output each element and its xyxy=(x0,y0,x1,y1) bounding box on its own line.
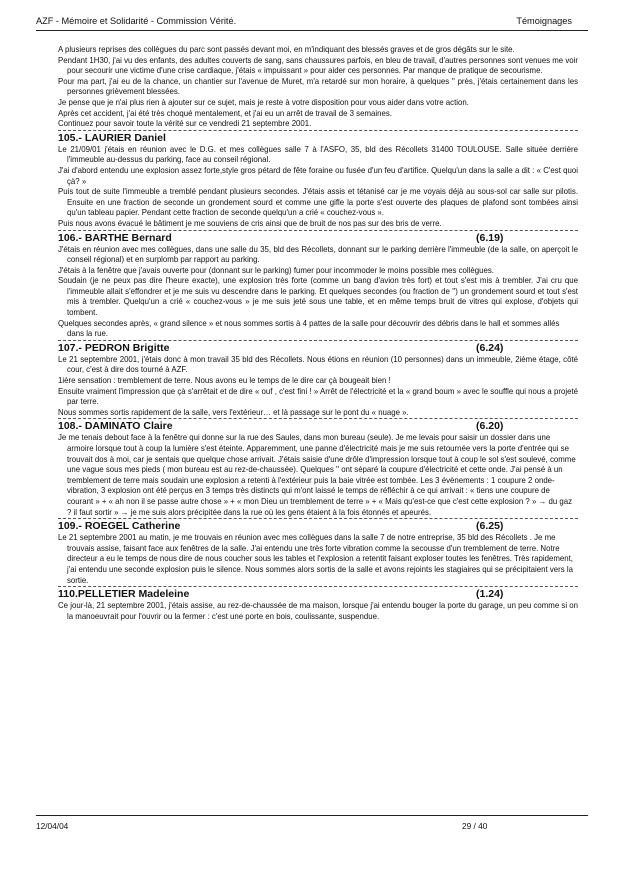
paragraph: Après cet accident, j'ai été très choqué mentalement, et j'ai eu un arrêt de travail de 3 semaines. xyxy=(58,108,392,118)
paragraph: Ce jour-là, 21 septembre 2001, j'étais assise, au rez-de-chaussée de ma maison, lorsque j'ai entendu bouger la porte du garage, un peu comme si on la manoeuvrait pour l'ouvrir ou la fermer : c'est une porte en bois, coulissante, suspendue. xyxy=(58,601,578,621)
paragraph: A plusieurs reprises des collègues du parc sont passés devant moi, en m'indiquant des blessés graves et de gros dégâts sur le site. xyxy=(58,45,515,54)
page-footer xyxy=(36,815,588,831)
paragraph: Le 21 septembre 2001 au matin, je me trouvais en réunion avec mes collègues dans la salle 7 de notre entreprise, 35 bld des Récollets . Je me trouvais assise, faisant face aux fenêtres de la salle. J'ai entendu une très forte vibration comme la secousse d'un tremblement de terre. Notre directeur a eu le temps de nous dire de nous coucher sous les tables et l'explosion a retentit faisant exploser toutes les fenêtres. Très rapidement, j'ai entendu une seconde explosion puis le silence. Nous sommes alors sortis de la salle et avons rejoints les stagiaires qui se précipitaient vers la sortie. xyxy=(58,533,578,587)
footer-date: 12/04/04 xyxy=(36,821,69,831)
testimony-code: (6.24) xyxy=(476,341,504,354)
testimony-title: 106.- BARTHE Bernard xyxy=(58,231,172,244)
paragraph: J'ai d'abord entendu une explosion assez forte,style gros pétard de fête foraine ou fusée d'un feu d'artifice. Quelqu'un dans la salle a dit : « C'est quoi çà? » xyxy=(58,165,578,186)
paragraph: Le 21/09/01 j'étais en réunion avec le D.G. et mes collègues salle 7 à l'ASFO, 35, bld des Récollets 31400 TOULOUSE. Salle située derrière l'immeuble au-dessus du parking, face au conseil régional. xyxy=(58,144,578,165)
paragraph: Le 21 septembre 2001, j'étais donc à mon travail 35 bld des Récollets. Nous étions en réunion (10 personnes) dans un immeuble, 2ième étage, côté cour, c'est à dire dos tourné à AZF. xyxy=(58,354,578,375)
paragraph: Nous sommes sortis rapidement de la salle, vers l'extérieur… et là passage sur le pont du « nuage ». xyxy=(58,408,578,420)
testimony-heading xyxy=(58,132,578,145)
testimony-heading xyxy=(58,520,578,533)
testimony-title: 105.- LAURIER Daniel xyxy=(58,131,166,144)
page-header xyxy=(36,14,588,31)
testimony-heading xyxy=(58,420,578,433)
testimony-heading xyxy=(58,588,578,601)
testimony-title: 107.- PEDRON Brigitte xyxy=(58,341,170,354)
paragraph: Puis tout de suite l'immeuble a tremblé pendant plusieurs secondes. J'étais assis et tétanisé car je me voyais déjà au sous-sol car salle sur pilotis. Ensuite en une fraction de seconde un grondement sourd et comme une gifle la porte s'est ouverte des plaques de plafond sont tombées ainsi qu'un tableau papier. Pendant cette fraction de seconde quelqu'un a crié « couchez-vous ». xyxy=(58,187,578,218)
paragraph: Je me tenais debout face à la fenêtre qui donne sur la rue des Saules, dans mon bureau (seule). Je me levais pour saisir un dossier dans une armoire lorsque tout à coup la lumière s'est éteinte. Apparemment, une panne d'électricité mais je me suis retournée vers la porte d'entrée qui se trouvait dos à moi, car je sentais que quelque chose arrivait. J'étais saisie d'une drôle d'impression lorsque tout à coup le sol s'est soulevé, comme une vague sous mes pieds ( mon bureau est au rez-de-chaussée). Quelques '' ont séparé la coupure d'électricité et cette onde. J'ai pensé à un tremblement de terre mais soudain une explosion a retenti à l'extérieur puis la baie vitrée est tombée. Les 3 évènements : 1 coupure 2 onde-vibration, 3 explosion ont été perçus en 3 temps très distincts qui m'ont laissé le temps de réfléchir à ce qui arrivait : « tiens une coupure de courant » + « ah non il se passe autre chose » + « mon Dieu un tremblement de terre » + « Mais qu'est-ce que c'est cette explosion ? » → du gaz ? il faut sortir » → je me suis alors précipitée dans la rue où les gens étaient à la fois étonnés et apeurés. xyxy=(58,433,578,519)
paragraph: J'étais à la fenêtre que j'avais ouverte pour (donnant sur le parking) fumer pour incommoder le moins possible mes collègues. xyxy=(58,265,494,275)
document-body xyxy=(58,45,578,622)
testimony-title: 108.- DAMINATO Claire xyxy=(58,420,173,433)
testimony-code: (6.20) xyxy=(476,420,504,433)
header-section: Témoignages xyxy=(516,16,572,26)
page-number: 29 / 40 xyxy=(462,821,488,831)
testimony-code: (6.19) xyxy=(476,231,504,244)
header-title: AZF - Mémoire et Solidarité - Commission Vérité. xyxy=(36,16,237,26)
paragraph: Je pense que je n'ai plus rien à ajouter sur ce sujet, mais je reste à votre disposition pour vous aider dans votre action. xyxy=(58,97,469,107)
testimony-title: 109.- ROEGEL Catherine xyxy=(58,520,181,533)
testimony-code: (6.25) xyxy=(476,520,504,533)
paragraph: 1ière sensation : tremblement de terre. Nous avons eu le temps de le dire car çà bougeait bien ! xyxy=(58,376,391,386)
paragraph: Puis nous avons évacué le bâtiment je me souviens de cris ainsi que de bruit de nos pas sur des bris de verre. xyxy=(58,219,578,231)
paragraph: Pendant 1H30, j'ai vu des enfants, des adultes couverts de sang, sans chaussures parfois, en bleu de travail, d'autres personnes sont venues me voir pour secourir une victime d'une crise cardiaque, j'étais « impuissant » pour aider ces personnes. Par manque de pratique de secourisme. xyxy=(58,55,578,76)
paragraph: Soudain (je ne peux pas dire l'heure exacte), une explosion très forte (comme un bang d'avion très fort) et tout s'est mis à trembler. J'ai cru que l'immeuble allait s'effondrer et je me suis vu descendre dans le parking. Et quelques secondes (ou fraction de '') un grondement sourd et tout s'est mis à trembler. Quelqu'un a crié « couchez-vous » je me suis jeté sous une table, et en même temps bruit de vitres qui explose, d'objets qui tombent. xyxy=(58,276,578,318)
paragraph: J'étais en réunion avec mes collègues, dans une salle du 35, bld des Récollets, donnant sur le parking derrière l'immeuble (de la salle, on aperçoit le conseil régional) et en surplomb par rapport au parking. xyxy=(58,244,578,265)
paragraph: Pour ma part, j'ai eu de la chance, un chantier sur l'avenue de Muret, m'a retardé sur mon horaire, à quelques '' près, j'étais certainement dans les personnes grièvement blessées. xyxy=(58,76,578,97)
testimony-title: 110.PELLETIER Madeleine xyxy=(58,588,190,601)
testimony-heading xyxy=(58,232,578,245)
paragraph: Continuez pour savoir toute la vérité sur ce vendredi 21 septembre 2001. xyxy=(58,119,578,131)
testimony-code: (1.24) xyxy=(476,588,504,601)
paragraph: Ensuite vraiment l'impression que çà s'arrêtait et de dire « ouf , c'est fini ! » Arrêt de l'électricité et la « grand boum » avec le souffle qui nous a projeté par terre. xyxy=(58,386,578,407)
testimony-heading xyxy=(58,342,578,355)
paragraph: Quelques secondes après, « grand silence » et nous sommes sortis à 4 pattes de la salle pour découvrir des débris dans le hall et sommes allés dans la rue. xyxy=(58,319,578,341)
